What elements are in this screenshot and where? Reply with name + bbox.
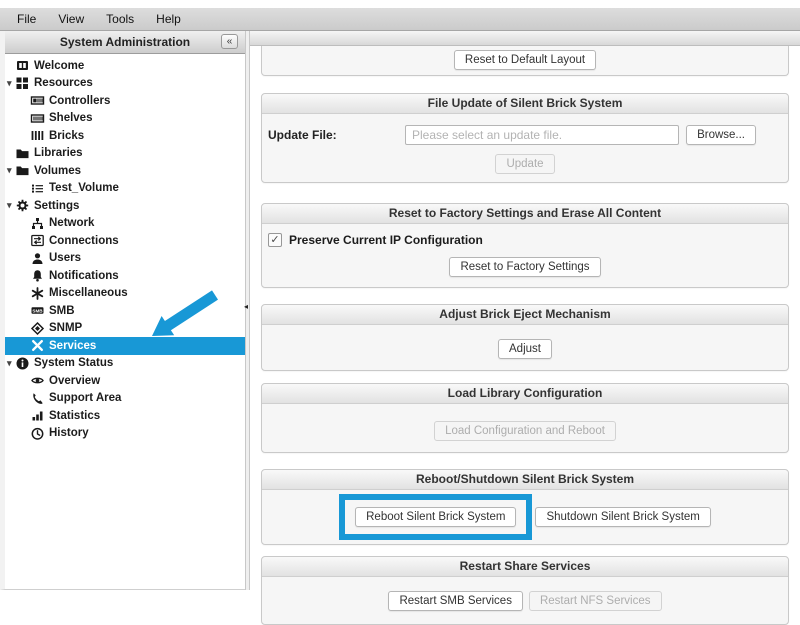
sidebar-item-volumes[interactable] bbox=[5, 162, 245, 180]
phone-icon bbox=[31, 392, 44, 405]
reboot-system-button[interactable]: Reboot Silent Brick System bbox=[355, 507, 516, 527]
annotation-highlight-box bbox=[339, 494, 532, 540]
sidebar-item-users[interactable] bbox=[5, 250, 245, 268]
restart-nfs-button[interactable]: Restart NFS Services bbox=[529, 591, 662, 611]
update-button[interactable]: Update bbox=[495, 154, 554, 174]
svg-text:SMB: SMB bbox=[32, 308, 43, 314]
sidebar-item-label: Services bbox=[49, 339, 97, 352]
network-icon bbox=[31, 217, 44, 230]
sidebar-item-label: Resources bbox=[34, 77, 93, 90]
expander-icon[interactable]: ▾ bbox=[7, 357, 12, 368]
menu-bar bbox=[0, 8, 800, 31]
expander-icon[interactable]: ▾ bbox=[7, 165, 12, 176]
menu-view[interactable]: View bbox=[58, 12, 85, 26]
panel-factory-reset bbox=[261, 203, 789, 288]
sidebar-item-notifications[interactable] bbox=[5, 267, 245, 285]
bricks-icon bbox=[31, 129, 44, 142]
sidebar-item-history[interactable] bbox=[5, 425, 245, 443]
panel-reboot-shutdown-title: Reboot/Shutdown Silent Brick System bbox=[262, 470, 788, 490]
reset-default-layout-button[interactable]: Reset to Default Layout bbox=[454, 50, 596, 70]
sidebar-item-bricks[interactable] bbox=[5, 127, 245, 145]
scrolled-panel-header bbox=[250, 31, 800, 46]
sidebar-item-label: Overview bbox=[49, 374, 101, 387]
panel-file-update bbox=[261, 93, 789, 183]
splitter-collapse-icon: ◂ bbox=[244, 302, 249, 311]
update-file-input[interactable] bbox=[405, 125, 679, 145]
volume-icon bbox=[31, 182, 44, 195]
sidebar-item-label: SNMP bbox=[49, 322, 83, 335]
sidebar-item-label: Support Area bbox=[49, 392, 122, 405]
navigation-tree bbox=[5, 54, 245, 589]
panel-file-update-title: File Update of Silent Brick System bbox=[262, 94, 788, 114]
sidebar-item-label: Miscellaneous bbox=[49, 287, 128, 300]
sidebar bbox=[0, 31, 245, 590]
menu-tools[interactable]: Tools bbox=[106, 12, 135, 26]
sidebar-item-label: Shelves bbox=[49, 112, 93, 125]
sidebar-item-miscellaneous[interactable] bbox=[5, 285, 245, 303]
smb-icon bbox=[31, 304, 44, 317]
sidebar-item-label: Welcome bbox=[34, 59, 85, 72]
sidebar-item-label: Settings bbox=[34, 199, 80, 212]
history-icon bbox=[31, 427, 44, 440]
panel-reboot-shutdown bbox=[261, 469, 789, 545]
menu-help[interactable]: Help bbox=[156, 12, 181, 26]
services-icon bbox=[31, 339, 44, 352]
sidebar-item-snmp[interactable] bbox=[5, 320, 245, 338]
asterisk-icon bbox=[31, 287, 44, 300]
sidebar-item-label: Controllers bbox=[49, 94, 111, 107]
preserve-ip-label: Preserve Current IP Configuration bbox=[289, 233, 483, 247]
sidebar-item-support-area[interactable] bbox=[5, 390, 245, 408]
controllers-icon bbox=[31, 94, 44, 107]
panel-eject bbox=[261, 304, 789, 371]
shelves-icon bbox=[31, 112, 44, 125]
collapse-sidebar-button[interactable]: « bbox=[221, 34, 238, 49]
connections-icon bbox=[31, 234, 44, 247]
sidebar-item-resources[interactable] bbox=[5, 75, 245, 93]
welcome-icon bbox=[16, 59, 29, 72]
browse-button[interactable]: Browse... bbox=[686, 125, 756, 145]
sidebar-item-network[interactable] bbox=[5, 215, 245, 233]
sidebar-item-label: Notifications bbox=[49, 269, 119, 282]
panel-load-library bbox=[261, 383, 789, 453]
sidebar-item-settings[interactable] bbox=[5, 197, 245, 215]
sidebar-item-label: Network bbox=[49, 217, 95, 230]
bell-icon bbox=[31, 269, 44, 282]
eye-icon bbox=[31, 374, 44, 387]
sidebar-item-label: History bbox=[49, 427, 89, 440]
panel-restart-share bbox=[261, 556, 789, 625]
load-configuration-button[interactable]: Load Configuration and Reboot bbox=[434, 421, 616, 441]
sidebar-item-label: Users bbox=[49, 252, 81, 265]
panel-layout bbox=[261, 46, 789, 76]
gear-icon bbox=[16, 199, 29, 212]
panel-factory-reset-title: Reset to Factory Settings and Erase All Content bbox=[262, 204, 788, 224]
sidebar-item-controllers[interactable] bbox=[5, 92, 245, 110]
sidebar-item-shelves[interactable] bbox=[5, 110, 245, 128]
reset-factory-settings-button[interactable]: Reset to Factory Settings bbox=[449, 257, 600, 277]
sidebar-item-system-status[interactable] bbox=[5, 355, 245, 373]
sidebar-item-label: System Status bbox=[34, 357, 114, 370]
sidebar-item-label: Volumes bbox=[34, 164, 82, 177]
info-icon bbox=[16, 357, 29, 370]
sidebar-item-overview[interactable] bbox=[5, 372, 245, 390]
panel-restart-share-title: Restart Share Services bbox=[262, 557, 788, 577]
user-icon bbox=[31, 252, 44, 265]
content-area bbox=[250, 31, 800, 607]
menu-file[interactable]: File bbox=[17, 12, 37, 26]
sidebar-item-label: Connections bbox=[49, 234, 119, 247]
preserve-ip-checkbox[interactable]: ✓ bbox=[268, 233, 282, 247]
restart-smb-button[interactable]: Restart SMB Services bbox=[388, 591, 522, 611]
sidebar-item-label: Statistics bbox=[49, 409, 101, 422]
panel-load-library-title: Load Library Configuration bbox=[262, 384, 788, 404]
sidebar-item-connections[interactable] bbox=[5, 232, 245, 250]
sidebar-item-test-volume[interactable] bbox=[5, 180, 245, 198]
sidebar-item-label: Libraries bbox=[34, 147, 83, 160]
adjust-button[interactable]: Adjust bbox=[498, 339, 552, 359]
shutdown-system-button[interactable]: Shutdown Silent Brick System bbox=[535, 507, 710, 527]
update-file-label: Update File: bbox=[268, 128, 337, 142]
sidebar-header bbox=[5, 31, 245, 54]
sidebar-item-libraries[interactable] bbox=[5, 145, 245, 163]
expander-icon[interactable]: ▾ bbox=[7, 200, 12, 211]
panel-eject-title: Adjust Brick Eject Mechanism bbox=[262, 305, 788, 325]
sidebar-item-smb[interactable] bbox=[5, 302, 245, 320]
snmp-icon bbox=[31, 322, 44, 335]
sidebar-item-services[interactable] bbox=[5, 337, 245, 355]
folder-icon bbox=[16, 147, 29, 160]
sidebar-item-label: Bricks bbox=[49, 129, 85, 142]
folder-icon bbox=[16, 164, 29, 177]
sidebar-title: System Administration bbox=[59, 35, 191, 49]
sidebar-item-statistics[interactable] bbox=[5, 407, 245, 425]
resources-icon bbox=[16, 77, 29, 90]
expander-icon[interactable]: ▾ bbox=[7, 77, 12, 88]
sidebar-item-label: SMB bbox=[49, 304, 75, 317]
sidebar-item-welcome[interactable] bbox=[5, 57, 245, 75]
sidebar-item-label: Test_Volume bbox=[49, 182, 119, 195]
stats-icon bbox=[31, 409, 44, 422]
